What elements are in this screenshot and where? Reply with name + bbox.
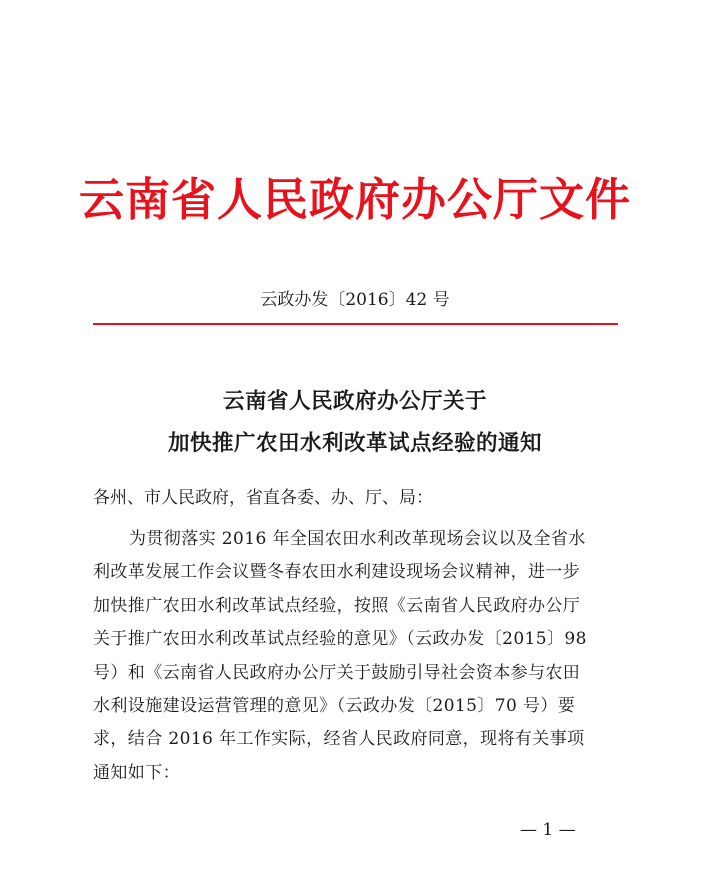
body-line: 关于推广农田水利改革试点经验的意见》（云政办发〔2015〕98: [93, 629, 587, 650]
document-masthead: 云南省人民政府办公厅文件: [78, 173, 631, 226]
body-line: 水利设施建设运营管理的意见》（云政办发〔2015〕70 号）要: [93, 696, 576, 717]
body-line: 通知如下：: [93, 762, 180, 783]
body-line: 利改革发展工作会议暨冬春农田水利建设现场会议精神，进一步: [93, 562, 581, 583]
body-line: 号）和《云南省人民政府办公厅关于鼓励引导社会资本参与农田: [93, 662, 581, 683]
page-number: — 1 —: [520, 820, 576, 840]
red-separator-line: [93, 323, 618, 325]
addressee-line: 各州、市人民政府，省直各委、办、厅、局：: [93, 488, 433, 508]
notice-title: [0, 381, 710, 465]
notice-title-line-2: 加快推广农田水利改革试点经验的通知: [167, 431, 542, 456]
document-number: 云政办发〔2016〕42 号: [260, 290, 450, 310]
body-paragraph: [93, 523, 623, 790]
notice-title-line-1: 云南省人民政府办公厅关于: [222, 389, 487, 414]
body-line: 为贯彻落实 2016 年全国农田水利改革现场会议以及全省水: [129, 529, 586, 549]
body-line: 加快推广农田水利改革试点经验，按照《云南省人民政府办公厅: [93, 595, 581, 616]
body-line: 求，结合 2016 年工作实际，经省人民政府同意，现将有关事项: [93, 729, 585, 750]
